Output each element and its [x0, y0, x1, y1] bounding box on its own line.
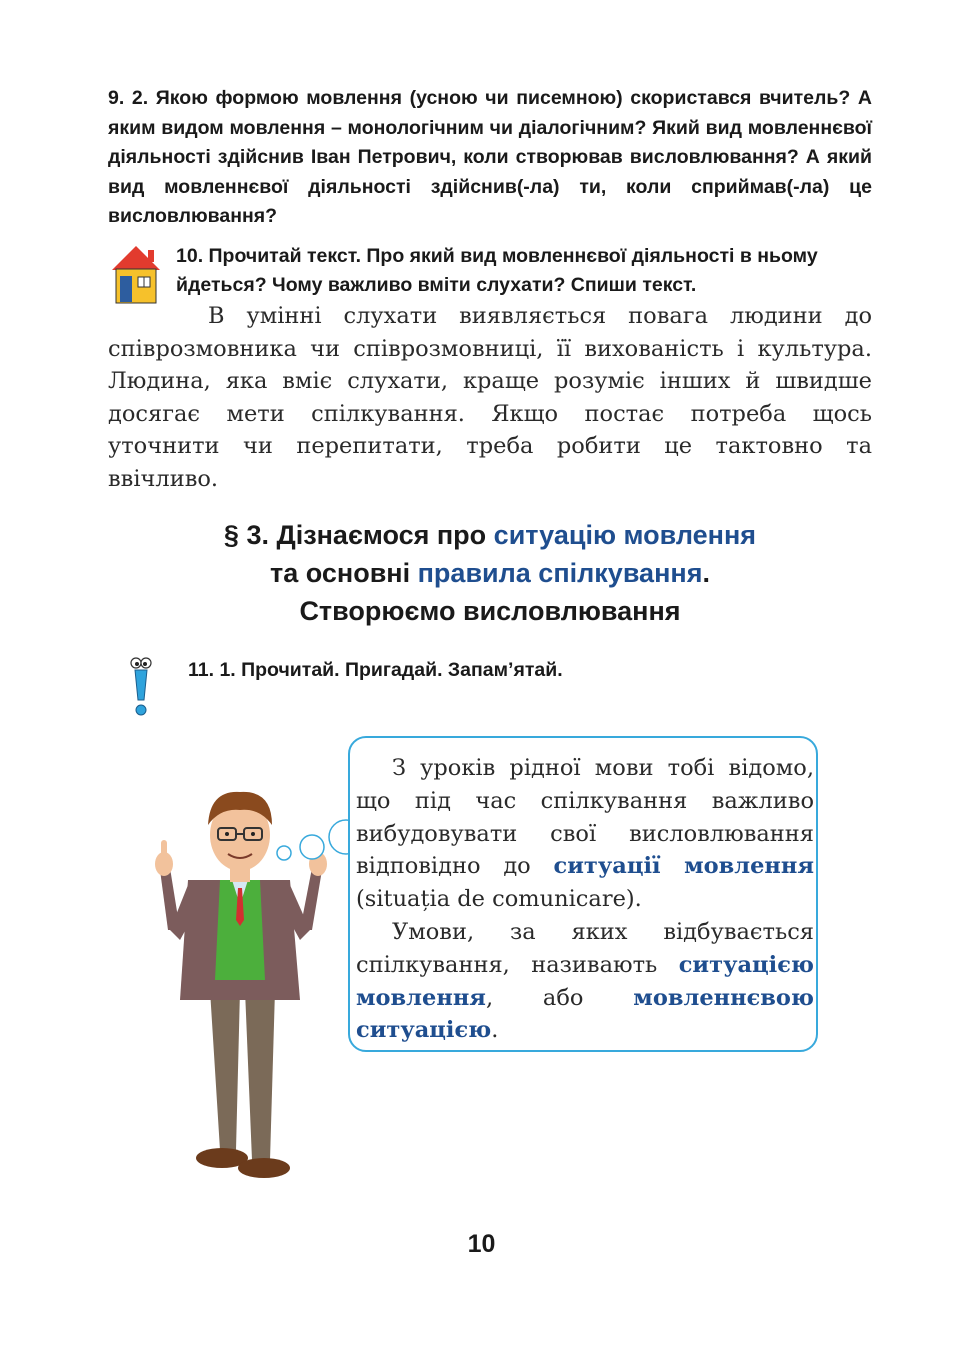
rule-term: ситуацією мовлення	[356, 951, 814, 1011]
section-title-text: та основні	[270, 558, 418, 588]
rule-text: Умови, за яких відбувається спілкування, називають	[356, 918, 814, 978]
house-icon	[108, 244, 164, 306]
task-9-2-text: 9. 2. Якою формою мовлення (усною чи писемною) скористався вчитель? А яким видом мовлення – монологічним чи діалогічним? Який вид мовленнєвої діяльності здійснив Іван Петрович, коли створював висловлювання? А який вид мовленнєвої діяльності здійснив(-ла) ти, коли сприймав(-ла) це висловлювання?	[108, 87, 872, 227]
task-10-text: 10. Прочитай текст. Про який вид мовленнєвої діяльності в ньому йдеться? Чому важливо вміти слухати? Спиши текст.	[176, 245, 818, 296]
section-title-line-3: Створюємо висловлювання	[299, 596, 681, 626]
rule-paragraph-2	[356, 916, 814, 1047]
reading-text	[108, 300, 872, 495]
rule-term: мовленнєвою ситуацією	[356, 984, 814, 1044]
section-title-text: .	[702, 558, 710, 588]
rule-box-text	[356, 752, 814, 1047]
rule-text: (situația de comunicare).	[356, 886, 642, 913]
rule-text: , або	[485, 984, 634, 1011]
task-10	[176, 242, 872, 300]
rule-text: .	[491, 1017, 499, 1044]
section-title	[100, 516, 880, 630]
reading-text-paragraph: В умінні слухати виявляється повага людини до співрозмовника чи співрозмовниці, її вихованість і культура. Людина, яка вміє слухати, краще розуміє інших й швидше досягає мети спілкування. Якщо постає потреба щось уточнити чи перепитати, треба робити це тактовно та ввічливо.	[108, 303, 872, 492]
section-title-line-2	[100, 554, 880, 592]
rule-text: З уроків рідної мови тобі відомо, що під час спілкування важливо вибудовувати свої висловлювання відповідно до	[356, 755, 814, 880]
page-number: 10	[467, 1230, 496, 1258]
task-11: 11. 1. Прочитай. Пригадай. Запам’ятай.	[188, 659, 563, 681]
rule-term: ситуації мовлення	[553, 853, 814, 880]
section-title-line-1	[100, 516, 880, 554]
section-title-highlight: ситуацію мовлення	[493, 520, 757, 550]
section-title-highlight: правила спілкування	[417, 558, 703, 588]
section-title-text: § 3. Дізнаємося про	[223, 520, 494, 550]
task-9-2	[108, 84, 872, 232]
exclamation-mark-icon	[128, 656, 154, 718]
rule-paragraph-1	[356, 752, 814, 916]
